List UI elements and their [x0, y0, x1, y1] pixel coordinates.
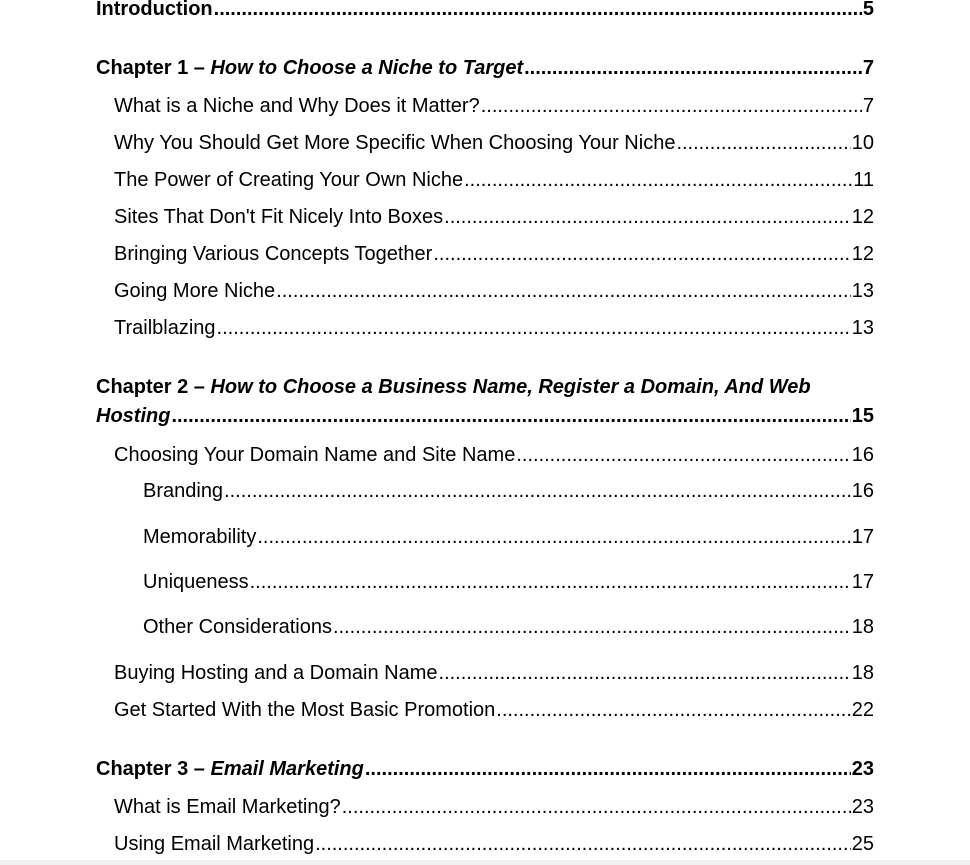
dot-leader [333, 615, 851, 639]
toc-entry-chapter-3[interactable] [96, 757, 874, 781]
toc-entry-chapter-1[interactable] [96, 56, 874, 80]
toc-entry-title: Why You Should Get More Specific When Choosing Your Niche [114, 132, 676, 154]
dot-leader [257, 525, 850, 549]
toc-entry-title: Trailblazing [114, 317, 216, 339]
dot-leader [444, 205, 851, 229]
dot-leader [524, 56, 862, 80]
dot-leader [365, 757, 851, 781]
dot-leader [171, 404, 850, 428]
dot-leader [250, 570, 851, 594]
toc-entry-title: Using Email Marketing [114, 833, 315, 855]
toc-page-number: 5 [862, 0, 874, 20]
toc-page-number: 18 [851, 616, 874, 638]
toc-page-number: 12 [851, 243, 874, 265]
toc-entry-section[interactable] [114, 168, 874, 192]
chapter-title: How to Choose a Niche to Target [210, 57, 524, 79]
dot-leader [676, 131, 850, 155]
chapter-label: Chapter 3 – [96, 758, 211, 780]
toc-entry-section[interactable] [114, 131, 874, 155]
toc-entry-subsection[interactable] [143, 570, 874, 594]
toc-page-number: 18 [851, 662, 874, 684]
toc-entry-chapter-2[interactable] [96, 404, 874, 428]
dot-leader [516, 443, 850, 467]
chapter-title: Email Marketing [210, 758, 364, 780]
toc-page-number: 13 [851, 280, 874, 302]
toc-entry-section[interactable] [114, 316, 874, 340]
dot-leader [342, 795, 851, 819]
toc-page-number: 15 [851, 405, 874, 427]
toc-entry-subsection[interactable] [143, 525, 874, 549]
toc-chapter-heading [96, 757, 364, 781]
dot-leader [214, 0, 862, 21]
toc-chapter-2-heading-line-1[interactable] [96, 375, 811, 399]
toc-page-number: 7 [862, 57, 874, 79]
toc-page-number: 12 [851, 206, 874, 228]
dot-leader [464, 168, 852, 192]
chapter-title: How to Choose a Business Name, Register a Domain, And Web [210, 376, 811, 398]
toc-entry-subsection[interactable] [143, 479, 874, 503]
toc-page-number: 25 [851, 833, 874, 855]
toc-page-number: 11 [853, 169, 874, 191]
chapter-label: Chapter 1 – [96, 57, 211, 79]
toc-entry-section[interactable] [114, 443, 874, 467]
chapter-title-continued: Hosting [96, 405, 171, 427]
dot-leader [217, 316, 851, 340]
toc-entry-title: Get Started With the Most Basic Promotion [114, 699, 496, 721]
dot-leader [433, 242, 850, 266]
chapter-label: Chapter 2 – [96, 376, 211, 398]
toc-entry-title: Sites That Don't Fit Nicely Into Boxes [114, 206, 444, 228]
toc-entry-title: Branding [143, 480, 224, 502]
toc-page-number: 7 [862, 95, 874, 117]
toc-entry-title: Uniqueness [143, 571, 249, 593]
toc-page-number: 17 [851, 571, 874, 593]
toc-entry-title: The Power of Creating Your Own Niche [114, 169, 464, 191]
page-bottom-edge [0, 860, 970, 865]
toc-entry-section[interactable] [114, 279, 874, 303]
toc-page-number: 23 [851, 796, 874, 818]
toc-entry-subsection[interactable] [143, 615, 874, 639]
toc-entry-section[interactable] [114, 205, 874, 229]
toc-entry-title: What is a Niche and Why Does it Matter? [114, 95, 480, 117]
toc-entry-section[interactable] [114, 832, 874, 856]
toc-entry-section[interactable] [114, 661, 874, 685]
dot-leader [224, 479, 851, 503]
toc-entry-title: Going More Niche [114, 280, 276, 302]
toc-page-number: 10 [851, 132, 874, 154]
toc-entry-title: What is Email Marketing? [114, 796, 341, 818]
toc-page-number: 22 [851, 699, 874, 721]
toc-entry-title: Bringing Various Concepts Together [114, 243, 433, 265]
toc-entry-section[interactable] [114, 242, 874, 266]
dot-leader [315, 832, 851, 856]
toc-entry-introduction[interactable] [96, 0, 874, 21]
toc-entry-section[interactable] [114, 94, 874, 118]
dot-leader [496, 698, 850, 722]
toc-page-number: 23 [851, 758, 874, 780]
toc-entry-title: Other Considerations [143, 616, 332, 638]
toc-page-number: 16 [851, 480, 874, 502]
dot-leader [481, 94, 862, 118]
toc-entry-section[interactable] [114, 795, 874, 819]
toc-page-number: 17 [851, 526, 874, 548]
toc-entry-title: Buying Hosting and a Domain Name [114, 662, 438, 684]
toc-entry-title: Introduction [96, 0, 213, 20]
toc-entry-section[interactable] [114, 698, 874, 722]
toc-entry-title: Memorability [143, 526, 257, 548]
dot-leader [276, 279, 851, 303]
toc-entry-title: Choosing Your Domain Name and Site Name [114, 444, 516, 466]
toc-page-number: 16 [851, 444, 874, 466]
toc-page-number: 13 [851, 317, 874, 339]
toc-chapter-heading [96, 56, 523, 80]
dot-leader [439, 661, 851, 685]
